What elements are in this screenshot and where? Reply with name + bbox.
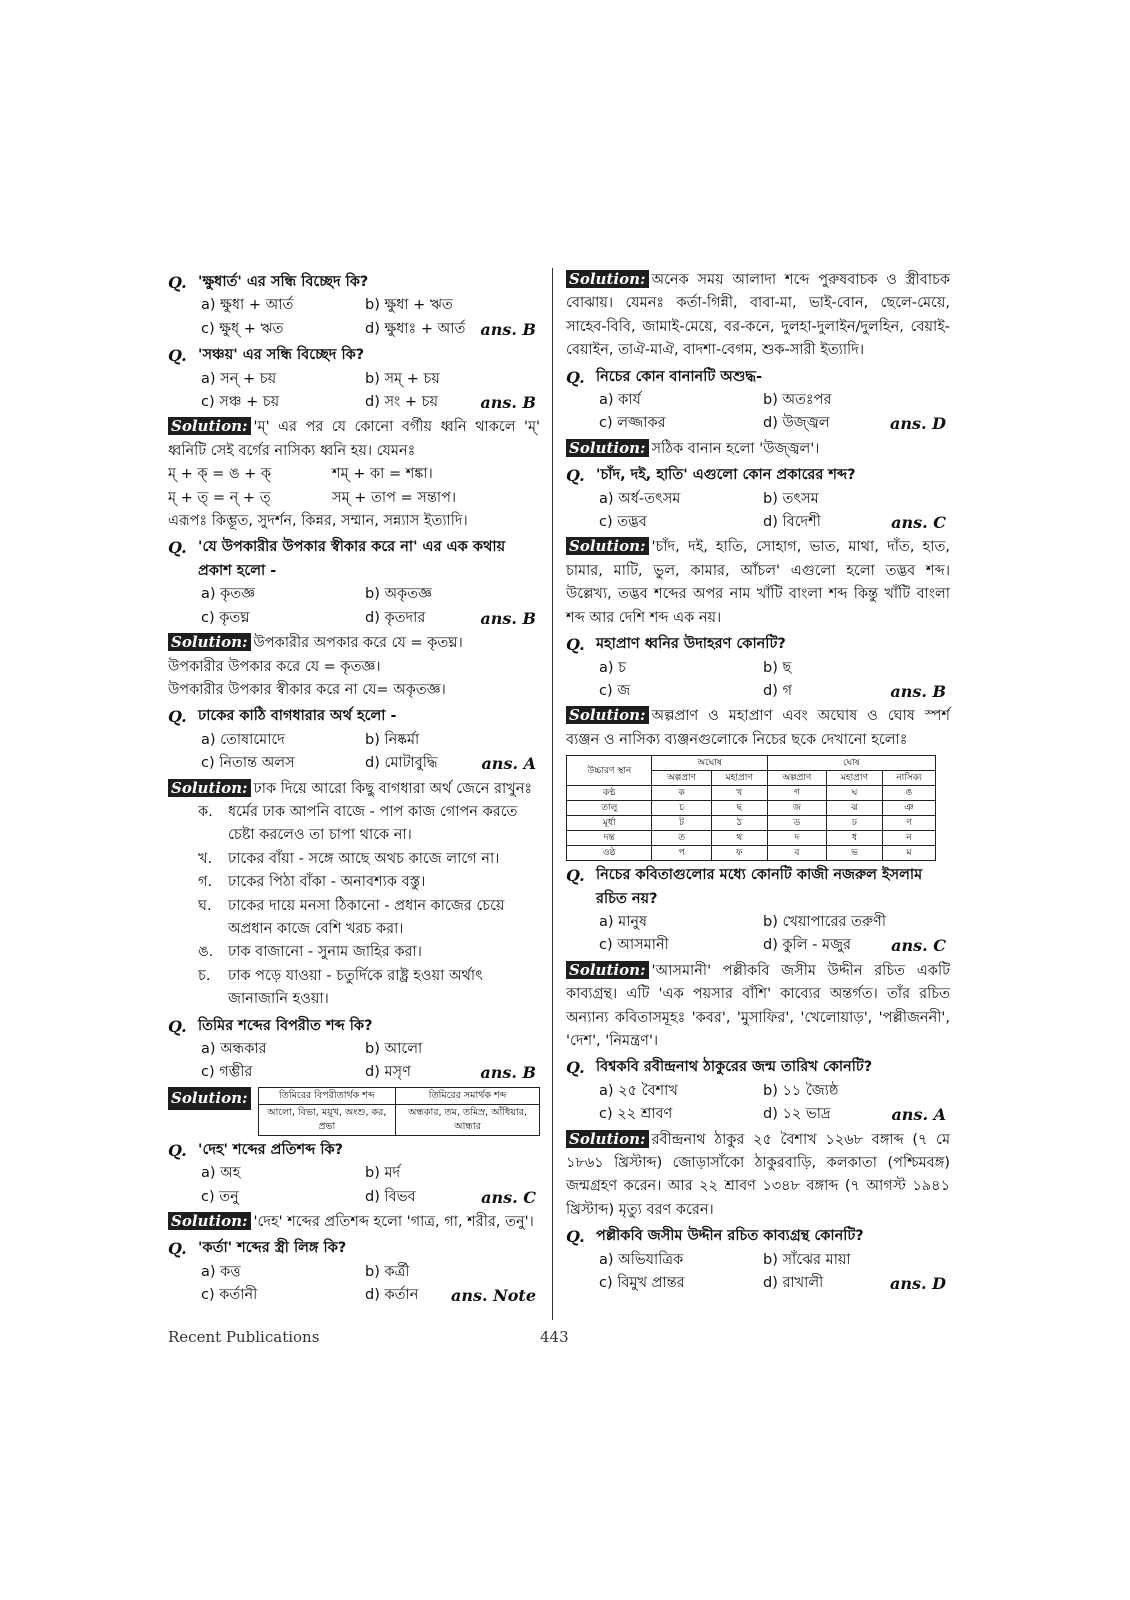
solution xyxy=(566,959,950,1054)
options xyxy=(566,911,950,958)
option-d: d) ১২ ভাদ্র xyxy=(763,1106,831,1123)
solution-label: Solution: xyxy=(566,1130,649,1148)
question-text: নিচের কবিতাগুলোর মধ্যে কোনটি কাজী নজরুল ইসলাম রচিত নয়? xyxy=(596,867,923,907)
table-cell: আলো, বিভা, ময়ূখ, অংশু, কর, প্রভা xyxy=(258,1104,396,1135)
question xyxy=(168,271,540,294)
table-cell: ঘ xyxy=(826,786,882,801)
solution xyxy=(168,415,540,463)
question xyxy=(566,464,950,487)
answer: ans. B xyxy=(480,393,536,413)
item-text: ঢাক পড়ে যাওয়া - চতুর্দিকে রাষ্ট্র হওয়া অর্থাৎ জানাজানি হওয়া। xyxy=(228,967,483,1008)
option-c: c) নিতান্ত অলস xyxy=(201,755,295,772)
solution-label: Solution: xyxy=(168,779,251,797)
solution-line: এরূপঃ কিম্ভূত, সুদর্শন, কিন্নর, সম্মান, সন্ন্যাস ইত্যাদি। xyxy=(168,513,468,530)
answer: ans. D xyxy=(889,1274,946,1294)
solution xyxy=(168,777,540,801)
question xyxy=(566,1225,950,1248)
answer: ans. A xyxy=(891,1105,946,1125)
table-row xyxy=(567,801,936,816)
question-label: Q. xyxy=(566,1227,585,1247)
item-text: ঢাক বাজানো - সুনাম জাহির করা। xyxy=(228,944,422,961)
question xyxy=(168,1015,540,1038)
solution-label: Solution: xyxy=(566,270,649,288)
table-cell: ছ xyxy=(711,801,767,816)
option-d: d) মসৃণ xyxy=(365,1064,411,1081)
answer: ans. D xyxy=(889,414,946,434)
question-text: তিমির শব্দের বিপরীত শব্দ কি? xyxy=(198,1017,373,1034)
sandhi-example-row xyxy=(168,463,540,486)
idiom-item xyxy=(168,801,540,848)
table-cell: অন্ধকার, তম, তমিস্র, আঁধিয়ার, আন্ধার xyxy=(396,1104,540,1135)
question-label: Q. xyxy=(168,538,187,558)
idiom-item xyxy=(168,848,540,871)
table-subheader: অল্পপ্রাণ xyxy=(767,771,826,786)
option-b: b) অতঃপর xyxy=(763,392,832,409)
answer: ans. B xyxy=(480,1063,536,1083)
solution-label: Solution: xyxy=(168,1212,251,1230)
options xyxy=(566,389,950,436)
solution-text: অল্পপ্রাণ ও মহাপ্রাণ এবং অঘোষ ও ঘোষ স্পর্শ ব্যঞ্জন ও নাসিক্য ব্যঞ্জনগুলোকে নিচের ছকে দেখানো হলোঃ xyxy=(566,708,950,748)
item-marker: ক. xyxy=(198,803,213,820)
option-d: d) বিদেশী xyxy=(763,514,821,531)
table-subheader: অল্পপ্রাণ xyxy=(652,771,711,786)
option-c: c) কৃতঘ্ন xyxy=(201,609,250,626)
option-b: b) সম্ + চয় xyxy=(365,370,440,387)
table-cell: ড xyxy=(767,816,826,831)
options xyxy=(566,1080,950,1127)
option-d: d) কৃতদার xyxy=(365,609,426,626)
item-text: ঢাকের বাঁয়া - সঙ্গে আছে অথচ কাজে লাগে না। xyxy=(228,850,500,867)
option-a: a) তোষামোদে xyxy=(201,731,285,748)
solution xyxy=(168,631,540,655)
option-b: b) ১১ জ্যৈষ্ঠ xyxy=(763,1082,839,1099)
question-text: পল্লীকবি জসীম উদ্দীন রচিত কাব্যগ্রন্থ কোনটি? xyxy=(596,1228,864,1245)
solution-text: সঠিক বানান হলো 'উজ্জ্বল'। xyxy=(651,440,820,457)
question-text: 'যে উপকারীর উপকার স্বীকার করে না' এর এক কথায় প্রকাশ হলো - xyxy=(198,539,506,579)
item-text: ঢাকের দায়ে মনসা ঠিকানো - প্রধান কাজের চেয়ে অপ্রধান কাজে বেশি খরচ করা। xyxy=(228,897,505,937)
idiom-item xyxy=(168,941,540,964)
column-divider xyxy=(552,268,553,1320)
item-marker: চ. xyxy=(198,967,211,984)
option-b: b) কর্ত্রী xyxy=(365,1263,410,1280)
example-left: ম্ + ক্ = ঙ + ক্ xyxy=(168,466,272,483)
table-cell: মূর্ধা xyxy=(567,816,652,831)
solution xyxy=(168,1210,540,1234)
solution-label: Solution: xyxy=(168,1087,251,1110)
solution xyxy=(566,437,950,461)
item-marker: খ. xyxy=(198,850,213,867)
example-right: শম্ + কা = শঙ্কা। xyxy=(332,466,433,483)
option-c: c) লজ্জাকর xyxy=(599,415,666,432)
idiom-item xyxy=(168,965,540,1012)
table-cell: ঠ xyxy=(711,816,767,831)
option-c: c) সঞ্চ + চয় xyxy=(201,394,280,411)
option-b: b) ছ xyxy=(763,659,792,676)
question-label: Q. xyxy=(168,1239,187,1259)
answer: ans. B xyxy=(480,319,536,339)
table-group-header: ঘোষ xyxy=(767,756,935,771)
option-a: a) সন্ + চয় xyxy=(201,370,277,387)
table-row xyxy=(567,846,936,861)
solution-text: 'দেহ' শব্দের প্রতিশব্দ হলো 'গাত্র, গা, শরীর, তনু'। xyxy=(253,1214,534,1231)
option-c: c) ক্ষুধ্ + ঋত xyxy=(201,320,284,337)
table-cell: ধ xyxy=(826,831,882,846)
solution-label: Solution: xyxy=(168,633,251,651)
solution-text: উপকারীর অপকার করে যে = কৃতঘ্ন। xyxy=(253,635,463,652)
option-b: b) অকৃতজ্ঞ xyxy=(365,586,432,603)
option-a: a) অহ xyxy=(201,1165,241,1182)
answer: ans. Note xyxy=(450,1286,536,1306)
question-text: 'কর্তা' শব্দের স্ত্রী লিঙ্গ কি? xyxy=(198,1240,347,1257)
table-cell: কণ্ঠ xyxy=(567,786,652,801)
solution-text: 'চাঁদ, দই, হাতি, সোহাগ, ভাত, মাথা, দাঁত, হাত, চামার, মাটি, ভুল, কামার, আঁচল' এগুলো হলো তদ্ভব শব্দ। উল্লেখ্য, তদ্ভব শব্দের অপর নাম খাঁটি বাংলা শব্দ কিন্তু খাঁটি বাংলা শব্দ আর দেশি শব্দ এক নয়। xyxy=(566,539,950,626)
option-a: a) ২৫ বৈশাখ xyxy=(599,1082,678,1099)
solution-label: Solution: xyxy=(168,417,251,435)
question-label: Q. xyxy=(168,346,187,366)
answer: ans. A xyxy=(481,754,536,774)
answer: ans. B xyxy=(890,681,946,701)
left-column xyxy=(168,268,540,1308)
answer: ans. B xyxy=(480,608,536,628)
sandhi-example-row xyxy=(168,487,540,510)
table-cell: ওষ্ঠ xyxy=(567,846,652,861)
table-cell: তালু xyxy=(567,801,652,816)
solution xyxy=(566,268,950,363)
table-cell: ঙ xyxy=(882,786,935,801)
options xyxy=(168,1038,540,1085)
options xyxy=(168,583,540,630)
table-cell: দন্ত xyxy=(567,831,652,846)
options xyxy=(168,729,540,776)
option-d: d) মোটাবুদ্ধি xyxy=(365,755,438,772)
option-c: c) তনু xyxy=(201,1188,239,1205)
question-label: Q. xyxy=(168,1140,187,1160)
option-a: a) অন্ধকার xyxy=(201,1041,267,1057)
item-marker: ঙ. xyxy=(198,944,214,961)
option-d: d) ক্ষুধাঃ + আর্ত xyxy=(365,320,466,337)
option-d: d) উজ্জ্বল xyxy=(763,415,830,432)
option-d: d) কর্তান xyxy=(365,1287,419,1304)
solution-text: ঢাক দিয়ে আরো কিছু বাগধারা অর্থ জেনে রাখুনঃ xyxy=(253,780,533,797)
page-number: 443 xyxy=(540,1328,569,1346)
option-b: b) খেয়াপারের তরুণী xyxy=(763,913,886,930)
table-row xyxy=(567,831,936,846)
table-cell: খ xyxy=(711,786,767,801)
option-a: a) কৃতজ্ঞ xyxy=(201,586,256,603)
option-b: b) ক্ষুধা + ঋত xyxy=(365,297,453,314)
option-a: a) অর্ধ-তৎসম xyxy=(599,490,681,507)
solution-text: 'ম্' এর পর যে কোনো বর্গীয় ধ্বনি থাকলে 'ম্' ধ্বনিটি সেই বর্গের নাসিক্য ধ্বনি হয়। যেমনঃ xyxy=(168,419,540,459)
item-text: ধর্মের ঢাক আপনি বাজে - পাপ কাজ গোপন করতে চেষ্টা করলেও তা চাপা থাকে না। xyxy=(228,803,518,844)
table-cell: ত xyxy=(652,831,711,846)
item-marker: গ. xyxy=(198,874,213,891)
solution-label: Solution: xyxy=(566,706,649,724)
question-text: 'চাঁদ, দই, হাতি' এগুলো কোন প্রকারের শব্দ? xyxy=(596,467,856,484)
example-left: ম্ + ত্ = ন্ + ত্ xyxy=(168,489,271,506)
option-a: a) ক্ষুধা + আর্ত xyxy=(201,297,294,314)
table-corner: উচ্চারণ স্থান xyxy=(567,756,652,786)
table-header: তিমিরের সমার্থক শব্দ xyxy=(396,1087,540,1104)
solution xyxy=(566,704,950,752)
solution-label: Solution: xyxy=(566,439,649,457)
question-label: Q. xyxy=(566,1058,585,1078)
table-subheader: মহাপ্রাণ xyxy=(711,771,767,786)
right-column xyxy=(566,268,950,1295)
option-b: b) নিষ্কর্মা xyxy=(365,731,420,748)
options xyxy=(168,368,540,415)
table-cell: ম xyxy=(882,846,935,861)
question xyxy=(566,633,950,656)
table-cell: ক xyxy=(652,786,711,801)
question-text: নিচের কোন বানানটি অশুদ্ধ- xyxy=(596,368,762,385)
table-row xyxy=(567,786,936,801)
question-text: 'ক্ষুধার্ত' এর সন্ধি বিচ্ছেদ কি? xyxy=(198,274,369,290)
answer: ans. C xyxy=(891,513,946,533)
question xyxy=(566,1056,950,1079)
solution-label: Solution: xyxy=(566,537,649,555)
solution-label: Solution: xyxy=(566,961,649,979)
question-label: Q. xyxy=(168,273,187,292)
question xyxy=(168,705,540,728)
table-subheader: নাসিক্য xyxy=(882,771,935,786)
option-c: c) তদ্ভব xyxy=(599,514,647,531)
answer: ans. C xyxy=(481,1187,536,1207)
table-cell: গ xyxy=(767,786,826,801)
item-marker: ঘ. xyxy=(198,897,212,914)
solution xyxy=(566,535,950,630)
solution xyxy=(566,1128,950,1223)
table-cell: প xyxy=(652,846,711,861)
option-c: c) জ xyxy=(599,682,631,699)
option-b: b) আলো xyxy=(365,1041,423,1057)
idiom-item xyxy=(168,871,540,894)
antonym-synonym-table xyxy=(258,1087,540,1136)
question-label: Q. xyxy=(566,466,585,486)
example-right: সম্ + তাপ = সন্তাপ। xyxy=(332,489,457,506)
option-b: b) তৎসম xyxy=(763,490,819,507)
solution xyxy=(168,1087,540,1136)
table-cell: ঢ xyxy=(826,816,882,831)
table-cell: থ xyxy=(711,831,767,846)
table-row xyxy=(567,816,936,831)
question-label: Q. xyxy=(566,367,585,387)
option-a: a) কার্য xyxy=(599,392,641,409)
question xyxy=(168,536,540,583)
options xyxy=(168,1162,540,1209)
option-c: c) আসমানী xyxy=(599,937,669,954)
table-cell: ফ xyxy=(711,846,767,861)
solution-text: রবীন্দ্রনাথ ঠাকুর ২৫ বৈশাখ ১২৬৮ বঙ্গাব্দ (৭ মে ১৮৬১ খ্রিস্টাব্দ) জোড়াসাঁকো ঠাকুরবাড়ি, কলকাতা (পশ্চিমবঙ্গ) জন্মগ্রহণ করেন। আর ২২ শ্রাবণ ১৩৪৮ বঙ্গাব্দ (৭ আগস্ট ১৯৪১ খ্রিস্টাব্দ) মৃত্যু বরণ করেন। xyxy=(566,1131,950,1218)
table-cell: ব xyxy=(767,846,826,861)
answer: ans. C xyxy=(891,936,946,956)
question-text: 'সঞ্চয়' এর সন্ধি বিচ্ছেদ কি? xyxy=(198,347,365,364)
question xyxy=(566,864,950,911)
item-text: ঢাকের পিঠা বাঁকা - অনাবশ্যক বস্তু। xyxy=(228,874,426,891)
option-a: a) মানুষ xyxy=(599,913,648,930)
question-label: Q. xyxy=(566,866,585,886)
consonant-table xyxy=(566,755,936,861)
option-d: d) গ xyxy=(763,682,792,699)
option-a: a) চ xyxy=(599,659,626,676)
question xyxy=(168,1139,540,1162)
option-a: a) কত্ত xyxy=(201,1263,241,1280)
table-cell: চ xyxy=(652,801,711,816)
options xyxy=(168,1261,540,1308)
options xyxy=(566,1249,950,1296)
table-cell: জ xyxy=(767,801,826,816)
option-d: d) কুলি - মজুর xyxy=(763,937,852,954)
question-label: Q. xyxy=(566,635,585,655)
solution-line: উপকারীর উপকার করে যে = কৃতজ্ঞ। xyxy=(168,658,381,675)
question xyxy=(168,344,540,367)
table-cell: ঞ xyxy=(882,801,935,816)
question xyxy=(566,366,950,389)
option-c: c) ২২ শ্রাবণ xyxy=(599,1106,673,1123)
table-header: তিমিরের বিপরীতার্থক শব্দ xyxy=(258,1087,396,1104)
question-label: Q. xyxy=(168,1016,187,1036)
option-c: c) গম্ভীর xyxy=(201,1064,253,1081)
solution-text: 'আসমানী' পল্লীকবি জসীম উদ্দীন রচিত একটি কাব্যগ্রন্থ। এটি 'এক পয়সার বাঁশি' কাব্যের অন্তর্গত। তাঁর রচিত অন্যান্য কবিতাসমূহঃ 'কবর', 'মুসাফির', 'খেলোয়াড়', 'পল্লীজননী', 'দেশ', 'নিমন্ত্রণ'। xyxy=(566,962,950,1049)
question xyxy=(168,1237,540,1260)
table-group-header: অঘোষ xyxy=(652,756,767,771)
option-d: d) রাখালী xyxy=(763,1275,824,1292)
question-text: বিশ্বকবি রবীন্দ্রনাথ ঠাকুরের জন্ম তারিখ কোনটি? xyxy=(596,1059,873,1076)
table-subheader: মহাপ্রাণ xyxy=(826,771,882,786)
question-text: 'দেহ' শব্দের প্রতিশব্দ কি? xyxy=(198,1141,344,1158)
table-cell: ঝ xyxy=(826,801,882,816)
option-a: a) অভিযাত্রিক xyxy=(599,1251,684,1268)
table-cell: দ xyxy=(767,831,826,846)
option-c: c) বিমুখ প্রান্তর xyxy=(599,1275,685,1292)
question-text: ঢাকের কাঠি বাগধারার অর্থ হলো - xyxy=(198,708,397,725)
table-cell: ট xyxy=(652,816,711,831)
option-b: b) মর্দ xyxy=(365,1165,401,1182)
question-text: মহাপ্রাণ ধ্বনির উদাহরণ কোনটি? xyxy=(596,636,786,653)
options xyxy=(168,294,540,341)
option-c: c) কর্তানী xyxy=(201,1287,258,1304)
table-cell: ভ xyxy=(826,846,882,861)
option-d: d) সং + চয় xyxy=(365,394,439,411)
publisher-footer: Recent Publications xyxy=(168,1328,320,1346)
option-d: d) বিভব xyxy=(365,1188,416,1205)
option-b: b) সাঁঝের মায়া xyxy=(763,1251,851,1268)
options xyxy=(566,657,950,704)
idiom-item xyxy=(168,895,540,942)
question-label: Q. xyxy=(168,707,187,727)
solution-line: উপকারীর উপকার স্বীকার করে না যে= অকৃতজ্ঞ। xyxy=(168,681,446,698)
table-cell: ন xyxy=(882,831,935,846)
options xyxy=(566,488,950,535)
solution-text: অনেক সময় আলাদা শব্দে পুরুষবাচক ও স্ত্রীবাচক বোঝায়। যেমনঃ কর্তা-গিন্নী, বাবা-মা, ভাই-বোন, ছেলে-মেয়ে, সাহেব-বিবি, জামাই-মেয়ে, বর-কনে, দুলহা-দুলাইন/দুলহিন, বেয়াই-বেয়াইন, তাঐ-মাঐ, বাদশা-বেগম, শুক-সারী ইত্যাদি। xyxy=(566,272,950,359)
table-cell: ণ xyxy=(882,816,935,831)
